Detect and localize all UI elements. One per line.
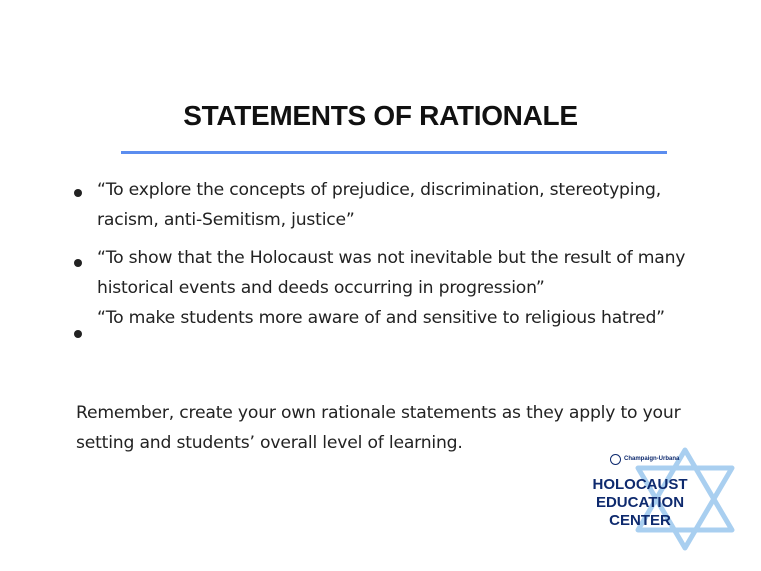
logo-line-2: EDUCATION: [595, 494, 685, 511]
bullet-item-3: “To make students more aware of and sensitive to religious hatred”: [97, 308, 665, 328]
bullet-item-2: “To show that the Holocaust was not inevitable but the result of many historical events and deeds occurring in progression”: [97, 248, 686, 298]
seal-icon: [610, 454, 621, 465]
slide-title: STATEMENTS OF RATIONALE: [183, 100, 578, 131]
holocaust-education-center-logo: [580, 444, 750, 554]
bullet-dot-icon: [74, 330, 82, 338]
bullet-dot-icon: [74, 189, 82, 197]
bullet-dot-icon: [74, 259, 82, 267]
remember-note: Remember, create your own rationale statements as they apply to your setting and students’ overall level of learning.: [76, 403, 681, 453]
logo-wordmark: [580, 476, 700, 530]
logo-line-1: HOLOCAUST: [592, 476, 688, 493]
logo-mini-mark: [610, 452, 710, 466]
logo-small-text: Champaign-Urbana: [624, 456, 680, 462]
bullet-item-1: “To explore the concepts of prejudice, discrimination, stereotyping, racism, anti-Semitism, justice”: [97, 180, 661, 230]
logo-line-3: CENTER: [609, 512, 671, 529]
title-underline: [121, 151, 667, 154]
